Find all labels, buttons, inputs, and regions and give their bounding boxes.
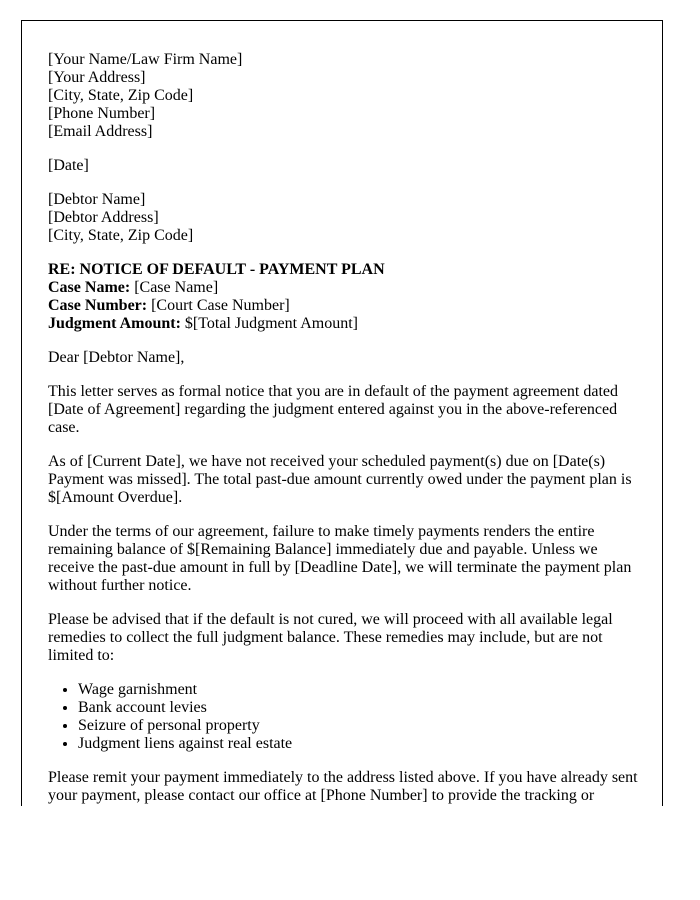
list-item: • Seizure of personal property: [78, 717, 647, 735]
sender-address-line: [Your Address]: [48, 69, 146, 86]
case-name-value: [Case Name]: [134, 279, 219, 296]
sender-phone-line: [Phone Number]: [48, 105, 156, 122]
case-name-label: Case Name:: [48, 279, 131, 296]
recipient-city-line: [City, State, Zip Code]: [48, 227, 194, 244]
sender-city-line: [City, State, Zip Code]: [48, 87, 194, 104]
salutation: Dear [Debtor Name],: [48, 349, 185, 366]
list-item: • Wage garnishment: [78, 681, 647, 699]
list-item: • Judgment liens against real estate: [78, 735, 647, 753]
paragraph-acceleration: Under the terms of our agreement, failure to make timely payments renders the entire remaining balance of $[Remaining Balance] immediately due and payable. Unless we receive the past-due amount in full by [Deadline Date], we will terminate the payment plan without further notice.: [48, 523, 632, 594]
remedies-list: [48, 681, 647, 753]
sender-address-block: [48, 51, 647, 141]
judgment-amount-value: $[Total Judgment Amount]: [184, 315, 358, 332]
date-line: [Date]: [48, 157, 89, 174]
subject-block: [48, 261, 647, 333]
paragraph-default-notice: This letter serves as formal notice that you are in default of the payment agreement dated [Date of Agreement] regarding the judgment entered against you in the above-referenced case.: [48, 383, 618, 436]
letter-page: [21, 20, 663, 806]
paragraph-missed-payments: As of [Current Date], we have not received your scheduled payment(s) due on [Date(s) Payment was missed]. The total past-due amount currently owed under the payment plan is $[Amount Overdue].: [48, 453, 632, 506]
sender-name-line: [Your Name/Law Firm Name]: [48, 51, 243, 68]
judgment-amount-label: Judgment Amount:: [48, 315, 181, 332]
sender-email-line: [Email Address]: [48, 123, 153, 140]
case-number-value: [Court Case Number]: [151, 297, 290, 314]
recipient-address-block: [48, 191, 647, 245]
recipient-address-line: [Debtor Address]: [48, 209, 159, 226]
paragraph-remit-payment: Please remit your payment immediately to the address listed above. If you have already sent your payment, please contact our office at [Phone Number] to provide the tracking or: [48, 769, 638, 804]
paragraph-remedies-intro: Please be advised that if the default is not cured, we will proceed with all available legal remedies to collect the full judgment balance. These remedies may include, but are not limited to:: [48, 611, 613, 664]
recipient-name-line: [Debtor Name]: [48, 191, 146, 208]
re-line: RE: NOTICE OF DEFAULT - PAYMENT PLAN: [48, 261, 385, 278]
case-number-label: Case Number:: [48, 297, 148, 314]
list-item: • Bank account levies: [78, 699, 647, 717]
